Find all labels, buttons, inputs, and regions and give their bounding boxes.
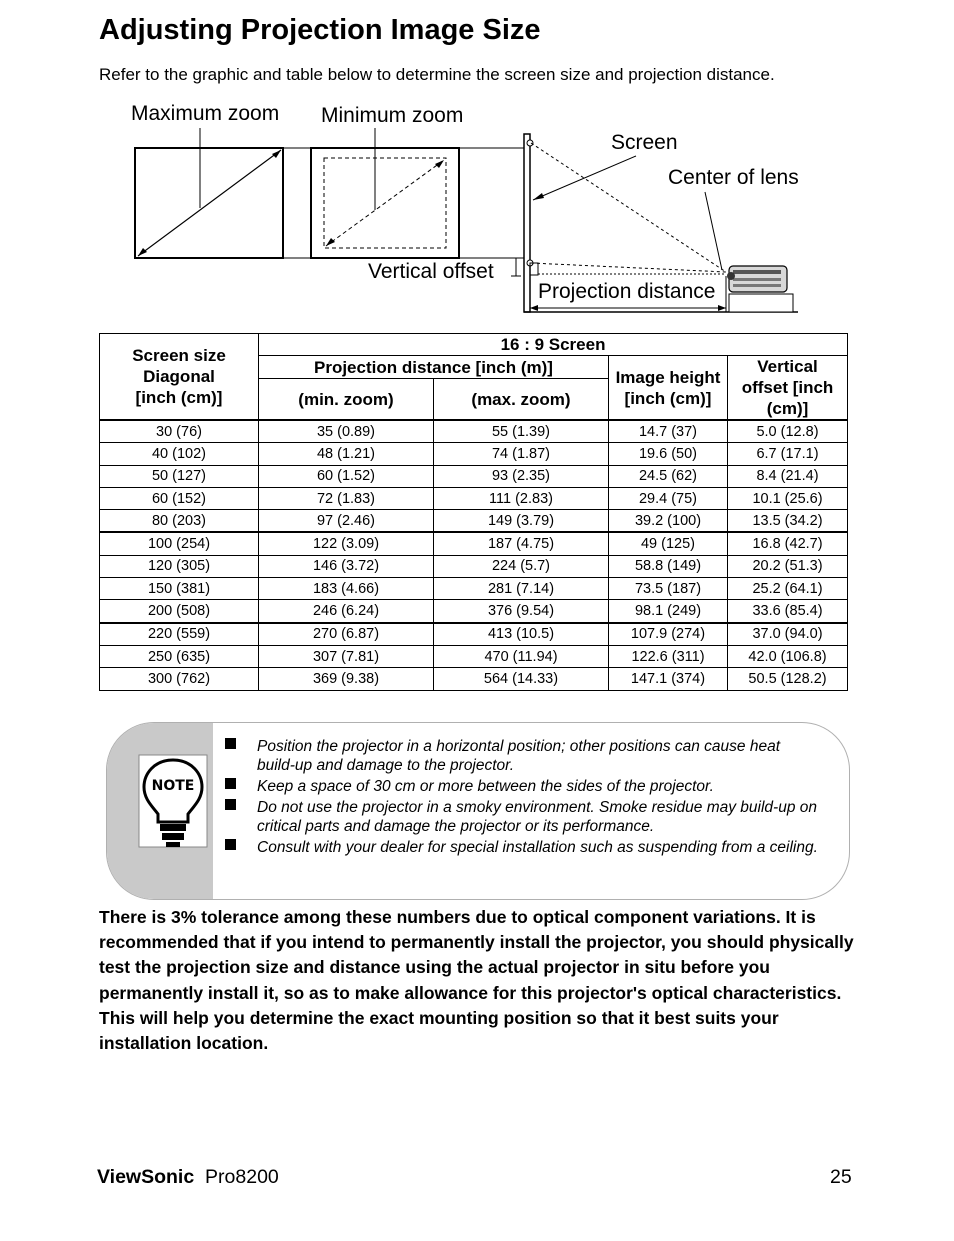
table-cell-offset: 10.1 (25.6) xyxy=(728,487,848,509)
footer-brand-name: ViewSonic xyxy=(97,1166,195,1188)
table-row xyxy=(100,668,848,690)
table-cell-offset: 37.0 (94.0) xyxy=(728,623,848,646)
table-cell-max: 376 (9.54) xyxy=(434,600,609,623)
table-cell-max: 224 (5.7) xyxy=(434,555,609,577)
label-screen: Screen xyxy=(611,131,678,154)
table-cell-height: 98.1 (249) xyxy=(609,600,728,623)
header-image-height: Image height [inch (cm)] xyxy=(609,356,728,421)
table-cell-offset: 50.5 (128.2) xyxy=(728,668,848,690)
table-cell-max: 111 (2.83) xyxy=(434,487,609,509)
table-row xyxy=(100,510,848,533)
header-screen-type: 16 : 9 Screen xyxy=(259,334,848,356)
table-cell-height: 14.7 (37) xyxy=(609,420,728,443)
table-cell-max: 281 (7.14) xyxy=(434,578,609,600)
note-icon-label: NOTE xyxy=(151,778,195,794)
table-row xyxy=(100,420,848,443)
table-cell-height: 29.4 (75) xyxy=(609,487,728,509)
screen-pointer xyxy=(533,156,636,200)
table-row xyxy=(100,487,848,509)
table-cell-min: 270 (6.87) xyxy=(259,623,434,646)
note-list xyxy=(222,737,822,859)
table-cell-height: 122.6 (311) xyxy=(609,645,728,667)
table-cell-size: 300 (762) xyxy=(100,668,259,690)
table-cell-size: 60 (152) xyxy=(100,487,259,509)
table-cell-size: 220 (559) xyxy=(100,623,259,646)
label-projection-distance: Projection distance xyxy=(538,280,716,303)
table-cell-height: 39.2 (100) xyxy=(609,510,728,533)
table-body xyxy=(100,420,848,690)
label-center-lens: Center of lens xyxy=(668,166,799,189)
table-cell-min: 146 (3.72) xyxy=(259,555,434,577)
table-cell-min: 35 (0.89) xyxy=(259,420,434,443)
table-cell-offset: 13.5 (34.2) xyxy=(728,510,848,533)
table-cell-min: 122 (3.09) xyxy=(259,532,434,555)
note-item: Do not use the projector in a smoky environment. Smoke residue may build-up on critical parts and damage the projector or its performance. xyxy=(222,798,822,836)
table-cell-height: 147.1 (374) xyxy=(609,668,728,690)
table-cell-min: 60 (1.52) xyxy=(259,465,434,487)
projection-diagram xyxy=(0,100,954,320)
table-cell-offset: 6.7 (17.1) xyxy=(728,443,848,465)
table-cell-min: 369 (9.38) xyxy=(259,668,434,690)
table-cell-size: 150 (381) xyxy=(100,578,259,600)
header-max-zoom: (max. zoom) xyxy=(434,379,609,421)
header-vertical-offset: Vertical offset [inch (cm)] xyxy=(728,356,848,421)
table-cell-size: 250 (635) xyxy=(100,645,259,667)
label-min-zoom: Minimum zoom xyxy=(321,104,464,127)
tolerance-paragraph: There is 3% tolerance among these numbers due to optical component variations. It is recommended that if you intend to permanently install the projector, you should physically test the projection size and distance using the actual projector in situ before you permanently install it, so as to make allowance for this projector's optical characteristics. This will help you determine the exact mounting position so that it best suits your installation location. xyxy=(99,907,854,1054)
table-cell-height: 107.9 (274) xyxy=(609,623,728,646)
table-cell-offset: 8.4 (21.4) xyxy=(728,465,848,487)
table-cell-min: 246 (6.24) xyxy=(259,600,434,623)
table-cell-offset: 42.0 (106.8) xyxy=(728,645,848,667)
label-max-zoom: Maximum zoom xyxy=(131,102,280,125)
header-projection-distance: Projection distance [inch (m)] xyxy=(259,356,609,379)
table-row xyxy=(100,578,848,600)
table-cell-size: 100 (254) xyxy=(100,532,259,555)
header-min-zoom: (min. zoom) xyxy=(259,379,434,421)
footer-brand xyxy=(97,1166,279,1189)
table-cell-min: 183 (4.66) xyxy=(259,578,434,600)
table-row xyxy=(100,600,848,623)
table-cell-offset: 5.0 (12.8) xyxy=(728,420,848,443)
table-cell-max: 149 (3.79) xyxy=(434,510,609,533)
note-item: Position the projector in a horizontal position; other positions can cause heat build-up and damage to the projector. xyxy=(222,737,822,775)
table-cell-max: 564 (14.33) xyxy=(434,668,609,690)
table-cell-height: 19.6 (50) xyxy=(609,443,728,465)
table-cell-max: 187 (4.75) xyxy=(434,532,609,555)
table-cell-height: 73.5 (187) xyxy=(609,578,728,600)
table-cell-max: 470 (11.94) xyxy=(434,645,609,667)
note-item: Keep a space of 30 cm or more between the sides of the projector. xyxy=(222,777,822,796)
table-cell-height: 58.8 (149) xyxy=(609,555,728,577)
table-row xyxy=(100,623,848,646)
lens-pointer xyxy=(705,192,722,270)
table-row xyxy=(100,532,848,555)
table-cell-height: 24.5 (62) xyxy=(609,465,728,487)
table-cell-size: 200 (508) xyxy=(100,600,259,623)
table-cell-max: 74 (1.87) xyxy=(434,443,609,465)
label-vertical-offset: Vertical offset xyxy=(368,260,494,283)
note-sidebar xyxy=(107,723,213,899)
note-item: Consult with your dealer for special installation such as suspending from a ceiling. xyxy=(222,838,822,857)
table-cell-height: 49 (125) xyxy=(609,532,728,555)
table-row xyxy=(100,645,848,667)
table-cell-max: 413 (10.5) xyxy=(434,623,609,646)
table-cell-min: 97 (2.46) xyxy=(259,510,434,533)
table-cell-size: 80 (203) xyxy=(100,510,259,533)
projection-table xyxy=(99,333,848,691)
table-cell-offset: 16.8 (42.7) xyxy=(728,532,848,555)
table-cell-max: 93 (2.35) xyxy=(434,465,609,487)
table-row xyxy=(100,443,848,465)
table-cell-min: 307 (7.81) xyxy=(259,645,434,667)
table-row xyxy=(100,555,848,577)
page-title: Adjusting Projection Image Size xyxy=(99,14,541,46)
table-cell-offset: 20.2 (51.3) xyxy=(728,555,848,577)
note-bulb-icon xyxy=(138,754,208,850)
intro-text: Refer to the graphic and table below to determine the screen size and projection distance. xyxy=(99,65,775,84)
table-cell-size: 40 (102) xyxy=(100,443,259,465)
table-cell-size: 50 (127) xyxy=(100,465,259,487)
table-cell-max: 55 (1.39) xyxy=(434,420,609,443)
table-cell-size: 30 (76) xyxy=(100,420,259,443)
table-cell-offset: 33.6 (85.4) xyxy=(728,600,848,623)
footer-page-number: 25 xyxy=(830,1166,852,1188)
table-cell-min: 72 (1.83) xyxy=(259,487,434,509)
screen-side xyxy=(524,134,530,312)
table-row xyxy=(100,465,848,487)
note-box xyxy=(106,722,850,900)
table-cell-min: 48 (1.21) xyxy=(259,443,434,465)
header-screen-size: Screen size Diagonal [inch (cm)] xyxy=(100,334,259,421)
table-cell-offset: 25.2 (64.1) xyxy=(728,578,848,600)
footer-model: Pro8200 xyxy=(205,1166,279,1188)
table-cell-size: 120 (305) xyxy=(100,555,259,577)
